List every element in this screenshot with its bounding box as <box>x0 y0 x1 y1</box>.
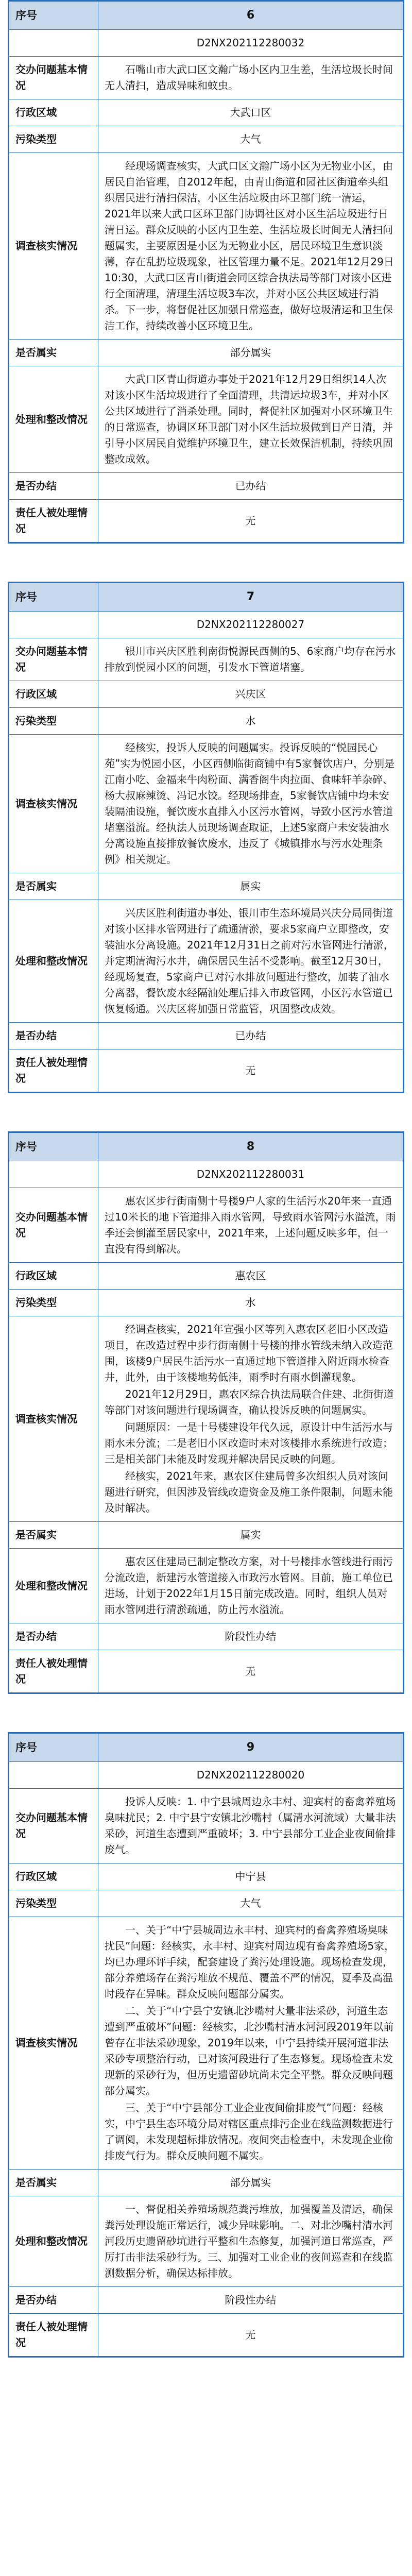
case-table <box>8 0 404 544</box>
district-label: 行政区域 <box>9 99 98 126</box>
complaint-label: 交办问题基本情况 <box>9 638 98 681</box>
handling-paragraph: 一、督促相关养殖场规范粪污堆放，加强覆盖及清运，确保粪污处理设施正常运行，减少异味影响。二、对北沙嘴村清水河河段历史遗留砂坑进行平整和生态修复，加强河道日常巡查，严厉打击非法采砂行为。三、加强对工业企业的夜间巡查和在线监测数据分析，确保达标排放。 <box>105 2203 393 2280</box>
investigation-paragraph: 2021年12月29日，惠农区综合执法局联合住建、北街街道等部门对该问题进行现场调查，确认投诉反映的问题属实。 <box>105 1388 394 1417</box>
handling-text <box>98 1549 403 1623</box>
pollution-value: 水 <box>98 1290 403 1316</box>
handling-paragraph: 兴庆区胜利街道办事处、银川市生态环境局兴庆分局同街道对该小区排水管网进行了疏通清淤，要求5家商户立即整改，安装油水分离设施。2021年12月31日之前对污水管网进行清淤，并定期清淘污水井，确保居民生活不受影响。截至12月30日，经现场复查，5家商户已对污水排放问题进行整改，加装了油水分离器，餐饮废水经隔油处理后排入市政管网，小区污水管道已恢复畅通。兴庆区将加强日常监管，巩固整改成效。 <box>105 907 394 1015</box>
case-header-row <box>9 1133 403 1161</box>
complaint-label: 交办问题基本情况 <box>9 1789 98 1863</box>
accountability-row <box>9 1049 403 1092</box>
investigation-paragraph: 经核实，2021年来，惠农区住建局曾多次组织人员对该问题进行研究，但因涉及管线改造资金及施工条件限制，问题未能及时解决。 <box>105 1470 393 1515</box>
verdict-value: 部分属实 <box>98 2170 403 2196</box>
case-code: D2NX202112280020 <box>98 1762 403 1789</box>
accountability-label: 责任人被处理情况 <box>9 1650 98 1693</box>
district-value: 大武口区 <box>98 99 403 126</box>
closed-row <box>9 2287 403 2314</box>
handling-label: 处理和整改情况 <box>9 2196 98 2287</box>
pollution-row <box>9 1890 403 1917</box>
code-label-cell <box>9 1762 98 1789</box>
handling-text <box>98 366 403 473</box>
district-row <box>9 99 403 126</box>
handling-text <box>98 2196 403 2287</box>
case-grid <box>9 1132 403 1693</box>
verdict-row <box>9 1522 403 1549</box>
handling-row <box>9 900 403 1023</box>
code-row <box>9 30 403 57</box>
investigation-paragraph: 一、关于“中宁县城周边永丰村、迎宾村的畜禽养殖场臭味扰民”问题：经核实，永丰村、迎宾村周边现有畜禽养殖场5家，均已办理环评手续，配套建设了粪污处理设施。现场检查发现，部分养殖场存在粪污堆放不规范、覆盖不严的情况，夏季及高温时段存在异味。群众反映问题部分属实。 <box>105 1924 395 2001</box>
complaint-text: 石嘴山市大武口区文瀚广场小区内卫生差，生活垃圾长时间无人清扫，造成异味和蚊虫。 <box>98 57 403 99</box>
verdict-value: 部分属实 <box>98 340 403 366</box>
handling-row <box>9 2196 403 2287</box>
case-table <box>8 1131 404 1694</box>
closed-value: 阶段性办结 <box>98 2287 403 2314</box>
district-value: 惠农区 <box>98 1263 403 1290</box>
case-header-row <box>9 583 403 612</box>
seq-label: 序号 <box>9 1734 98 1762</box>
verdict-row <box>9 873 403 900</box>
complaint-label: 交办问题基本情况 <box>9 57 98 99</box>
case-code: D2NX202112280032 <box>98 30 403 57</box>
complaint-text: 银川市兴庆区胜利南街悦源民西侧的5、6家商户均存在污水排放到悦园小区的问题，引发水下管道堵塞。 <box>98 638 403 681</box>
code-row <box>9 1762 403 1789</box>
complaint-label: 交办问题基本情况 <box>9 1188 98 1263</box>
handling-paragraph: 大武口区青山街道办事处于2021年12月29日组织14人次对该小区生活垃圾进行了全面清理，共清运垃圾3车，并对小区公共区域进行了消杀处理。同时，督促社区加强对小区环境卫生的日常巡查，协调区环卫部门对小区生活垃圾做到日产日清，并引导小区居民自觉维护环境卫生，建立长效保洁机制，持续巩固整改成效。 <box>105 373 393 466</box>
closed-row <box>9 1623 403 1650</box>
pollution-label: 污染类型 <box>9 1890 98 1917</box>
district-row <box>9 681 403 708</box>
investigation-paragraph: 经核实，投诉人反映的问题属实。投诉反映的“悦园民心苑”实为悦园小区，小区西侧临街商铺中有5家餐饮店户，分别是江南小吃、金福来牛肉粉面、满香阁牛肉拉面、食味轩羊杂碎、杨大叔麻辣烫、冯记水饺。经现场排查，5家餐饮店铺中均未安装隔油设施，餐饮废水直排入小区污水管网，导致小区污水管道堵塞溢流。经执法人员现场调查取证，上述5家商户未安装油水分离设施直接排放餐饮废水，违反了《城镇排水与污水处理条例》相关规定。 <box>105 741 395 866</box>
case-header-row <box>9 1734 403 1762</box>
investigation-paragraph: 经现场调查核实，大武口区文瀚广场小区为无物业小区，由居民自治管理，自2012年起，由青山街道和园社区街道牵头组织居民进行清扫保洁，小区生活垃圾由环卫部门统一清运，2021年以来大武口区环卫部门协调社区对小区生活垃圾进行日清日运。群众反映的小区内卫生差、生活垃圾长时间无人清扫问题属实，主要原因是小区为无物业小区，居民环境卫生意识淡薄，存在乱扔垃圾现象，社区管理力量不足。2021年12月29日10:30，大武口区青山街道会同区综合执法局等部门对该小区进行全面清理，清理生活垃圾3车次，并对小区公共区域进行消杀。下一步，将督促社区加强日常巡查，做好垃圾清运和卫生保洁工作，持续改善小区环境卫生。 <box>105 160 394 332</box>
seq-number: 6 <box>98 2 403 30</box>
pollution-value: 水 <box>98 708 403 735</box>
pollution-value: 大气 <box>98 126 403 153</box>
closed-value: 已办结 <box>98 1023 403 1049</box>
case-grid <box>9 1733 403 2357</box>
code-label-cell <box>9 30 98 57</box>
closed-label: 是否办结 <box>9 1623 98 1650</box>
verdict-label: 是否属实 <box>9 2170 98 2196</box>
handling-text <box>98 900 403 1023</box>
case-code: D2NX202112280027 <box>98 612 403 638</box>
case-grid <box>9 583 403 1092</box>
district-row <box>9 1263 403 1290</box>
accountability-row <box>9 2314 403 2357</box>
handling-row <box>9 1549 403 1623</box>
pollution-row <box>9 1290 403 1316</box>
case-table <box>8 1732 404 2358</box>
investigation-label: 调查核实情况 <box>9 735 98 873</box>
district-value: 中宁县 <box>98 1863 403 1890</box>
case-header-row <box>9 2 403 30</box>
code-label-cell <box>9 1161 98 1188</box>
pollution-value: 大气 <box>98 1890 403 1917</box>
closed-row <box>9 473 403 500</box>
pollution-row <box>9 708 403 735</box>
investigation-paragraph: 经调查核实，2021年宣强小区等列入惠农区老旧小区改造项目，在改造过程中步行街南侧十号楼的排水管线未纳入改造范围，该楼9户居民生活污水一直通过地下管道排入附近雨水检查井，此外，由于该楼地势低洼，雨季时有雨水倒灌现象。 <box>105 1323 393 1384</box>
investigation-text <box>98 1316 403 1522</box>
seq-label: 序号 <box>9 2 98 30</box>
case-code: D2NX202112280031 <box>98 1161 403 1188</box>
district-label: 行政区域 <box>9 1863 98 1890</box>
investigation-row <box>9 153 403 340</box>
verdict-value: 属实 <box>98 1522 403 1549</box>
handling-label: 处理和整改情况 <box>9 900 98 1023</box>
closed-label: 是否办结 <box>9 1023 98 1049</box>
district-label: 行政区域 <box>9 681 98 708</box>
pollution-row <box>9 126 403 153</box>
accountability-value: 无 <box>98 2314 403 2357</box>
verdict-row <box>9 2170 403 2196</box>
district-row <box>9 1863 403 1890</box>
investigation-label: 调查核实情况 <box>9 1316 98 1522</box>
investigation-row <box>9 1316 403 1522</box>
seq-number: 8 <box>98 1133 403 1161</box>
accountability-value: 无 <box>98 1049 403 1092</box>
investigation-label: 调查核实情况 <box>9 153 98 340</box>
accountability-value: 无 <box>98 500 403 543</box>
accountability-row <box>9 500 403 543</box>
handling-row <box>9 366 403 473</box>
seq-number: 9 <box>98 1734 403 1762</box>
investigation-paragraph: 三、关于“中宁县部分工业企业夜间偷排废气”问题：经核实，中宁县生态环境分局对辖区重点排污企业在线监测数据进行了调阅，未发现超标排放情况。夜间突击检查中，未发现企业偷排废气行为。群众反映问题不属实。 <box>105 2102 393 2162</box>
investigation-row <box>9 735 403 873</box>
pollution-label: 污染类型 <box>9 1290 98 1316</box>
pollution-label: 污染类型 <box>9 708 98 735</box>
verdict-label: 是否属实 <box>9 340 98 366</box>
complaint-text: 惠农区步行街南侧十号楼9户人家的生活污水20年来一直通过10米长的地下管道排入雨水管网，导致雨水管网污水溢流，雨季还会倒灌至居民家中，2021年来，上述问题反映多年，但一直没有得到解决。 <box>98 1188 403 1263</box>
report-page <box>8 0 404 2358</box>
code-label-cell <box>9 612 98 638</box>
closed-row <box>9 1023 403 1049</box>
district-value: 兴庆区 <box>98 681 403 708</box>
verdict-row <box>9 340 403 366</box>
complaint-row <box>9 638 403 681</box>
case-list <box>8 0 404 2358</box>
accountability-value: 无 <box>98 1650 403 1693</box>
complaint-row <box>9 1188 403 1263</box>
case-grid <box>9 1 403 543</box>
accountability-label: 责任人被处理情况 <box>9 2314 98 2357</box>
closed-label: 是否办结 <box>9 2287 98 2314</box>
investigation-text <box>98 735 403 873</box>
accountability-label: 责任人被处理情况 <box>9 1049 98 1092</box>
closed-label: 是否办结 <box>9 473 98 500</box>
investigation-label: 调查核实情况 <box>9 1917 98 2170</box>
district-label: 行政区域 <box>9 1263 98 1290</box>
closed-value: 已办结 <box>98 473 403 500</box>
complaint-row <box>9 1789 403 1863</box>
seq-label: 序号 <box>9 1133 98 1161</box>
verdict-value: 属实 <box>98 873 403 900</box>
code-row <box>9 1161 403 1188</box>
handling-paragraph: 惠农区住建局已制定整改方案，对十号楼排水管线进行雨污分流改造，新建污水管道接入市政污水管网。目前，施工单位已进场，计划于2022年1月15日前完成改造。同时，组织人员对雨水管网进行清淤疏通，防止污水溢流。 <box>105 1555 393 1616</box>
closed-value: 阶段性办结 <box>98 1623 403 1650</box>
accountability-label: 责任人被处理情况 <box>9 500 98 543</box>
pollution-label: 污染类型 <box>9 126 98 153</box>
seq-label: 序号 <box>9 583 98 612</box>
accountability-row <box>9 1650 403 1693</box>
investigation-paragraph: 二、关于“中宁县宁安镇北沙嘴村大量非法采砂，河道生态遭到严重破坏”问题：经核实，北沙嘴村清水河河段2019年以前曾存在非法采砂现象，2019年以来，中宁县持续开展河道非法采砂专项整治行动，已对该河段进行了生态修复。现场检查未发现新的采砂行为，但历史遗留砂坑尚未完全平整。群众反映问题部分属实。 <box>105 2005 394 2097</box>
investigation-text <box>98 1917 403 2170</box>
seq-number: 7 <box>98 583 403 612</box>
handling-label: 处理和整改情况 <box>9 1549 98 1623</box>
investigation-row <box>9 1917 403 2170</box>
handling-label: 处理和整改情况 <box>9 366 98 473</box>
complaint-row <box>9 57 403 99</box>
investigation-text <box>98 153 403 340</box>
verdict-label: 是否属实 <box>9 873 98 900</box>
verdict-label: 是否属实 <box>9 1522 98 1549</box>
case-table <box>8 582 404 1093</box>
investigation-paragraph: 问题原因：一是十号楼建设年代久远，原设计中生活污水与雨水未分流；二是老旧小区改造时未对该楼排水系统进行改造；三是相关部门未能及时发现并解决居民反映的问题。 <box>105 1421 393 1466</box>
code-row <box>9 612 403 638</box>
complaint-text: 投诉人反映：1. 中宁县城周边永丰村、迎宾村的畜禽养殖场臭味扰民；2. 中宁县宁安镇北沙嘴村（属清水河流域）大量非法采砂，河道生态遭到严重破坏；3. 中宁县部分工业企业夜间偷排废气。 <box>98 1789 403 1863</box>
